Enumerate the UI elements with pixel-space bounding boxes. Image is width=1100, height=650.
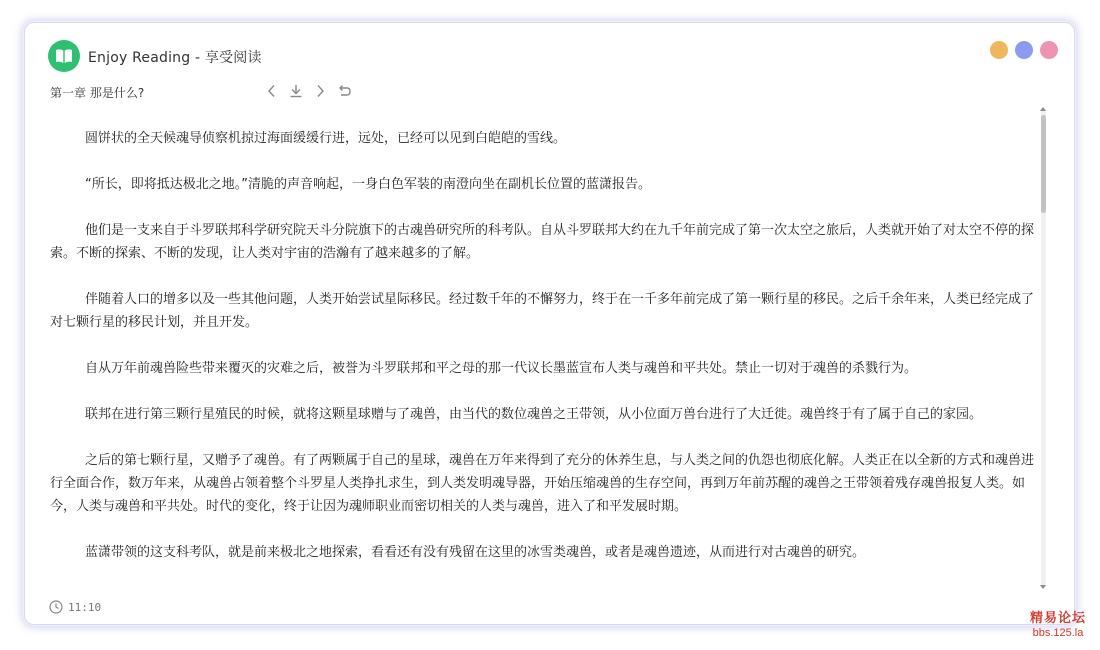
reader-toolbar (263, 82, 353, 100)
paragraph: 自从万年前魂兽险些带来覆灭的灾难之后，被誉为斗罗联邦和平之母的那一代议长墨蓝宣布人类与魂兽和平共处。禁止一切对于魂兽的杀戮行为。 (85, 361, 918, 376)
minimize-dot[interactable] (990, 41, 1008, 59)
app-logo (48, 40, 80, 72)
chevron-right-icon (314, 84, 326, 98)
vertical-scrollbar[interactable] (1041, 109, 1046, 587)
scroll-down-arrow[interactable] (1040, 585, 1046, 589)
paragraph: 他们是一支来自于斗罗联邦科学研究院天斗分院旗下的古魂兽研究所的科考队。自从斗罗联邦大约在九千年前完成了第一次太空之旅后，人类就开始了对太空不停的探索。不断的探索、不断的发现，让人类对宇宙的浩瀚有了越来越多的了解。 (50, 223, 1035, 261)
back-button[interactable] (335, 82, 353, 100)
chapter-content (50, 127, 1038, 589)
window-controls (990, 41, 1058, 59)
download-button[interactable] (287, 82, 305, 100)
paragraph: “所长，即将抵达极北之地。”清脆的声音响起，一身白色军装的南澄向坐在副机长位置的蓝潇报告。 (85, 177, 651, 192)
paragraph: 伴随着人口的增多以及一些其他问题，人类开始尝试星际移民。经过数千年的不懈努力，终于在一千多年前完成了第一颗行星的移民。之后千余年来，人类已经完成了对七颗行星的移民计划，并且开发。 (50, 292, 1035, 330)
scroll-up-arrow[interactable] (1040, 107, 1046, 111)
book-open-icon (54, 48, 74, 64)
undo-icon (337, 84, 351, 98)
download-icon (289, 84, 303, 98)
paragraph: 之后的第七颗行星，又赠予了魂兽。有了两颗属于自己的星球，魂兽在万年来得到了充分的休养生息，与人类之间的仇怨也彻底化解。人类正在以全新的方式和魂兽进行全面合作，数万年来，从魂兽占领着整个斗罗星人类挣扎求生，到人类发明魂导器，开始压缩魂兽的生存空间，再到万年前苏醒的魂兽之王带领着残存魂兽报复人类。如今，人类与魂兽和平共处。时代的变化，终于让因为魂师职业而密切相关的人类与魂兽，进入了和平发展时期。 (50, 453, 1035, 514)
paragraph: 蓝潇带领的这支科考队，就是前来极北之地探索，看看还有没有残留在这里的冰雪类魂兽，或者是魂兽遗迹，从而进行对古魂兽的研究。 (85, 545, 866, 560)
prev-chapter-button[interactable] (263, 82, 281, 100)
scrollbar-thumb[interactable] (1041, 115, 1046, 213)
chapter-title: 第一章 那是什么? (50, 86, 145, 100)
paragraph: 圆饼状的全天候魂导侦察机掠过海面缓缓行进，远处，已经可以见到白皑皑的雪线。 (85, 131, 567, 146)
time-text: 11:10 (68, 600, 102, 614)
watermark-line2: bbs.125.la (1032, 627, 1084, 639)
watermark-line1: 精易论坛 (1029, 611, 1086, 626)
maximize-dot[interactable] (1015, 41, 1033, 59)
reader-window (24, 22, 1075, 625)
paragraph: 联邦在进行第三颗行星殖民的时候，就将这颗星球赠与了魂兽，由当代的数位魂兽之王带领，从小位面万兽台进行了大迁徙。魂兽终于有了属于自己的家园。 (85, 407, 983, 422)
next-chapter-button[interactable] (311, 82, 329, 100)
clock-icon (49, 600, 63, 614)
watermark (1030, 612, 1086, 640)
close-dot[interactable] (1040, 41, 1058, 59)
chevron-left-icon (266, 84, 278, 98)
status-time (49, 600, 101, 614)
app-title: Enjoy Reading - 享受阅读 (88, 50, 262, 66)
